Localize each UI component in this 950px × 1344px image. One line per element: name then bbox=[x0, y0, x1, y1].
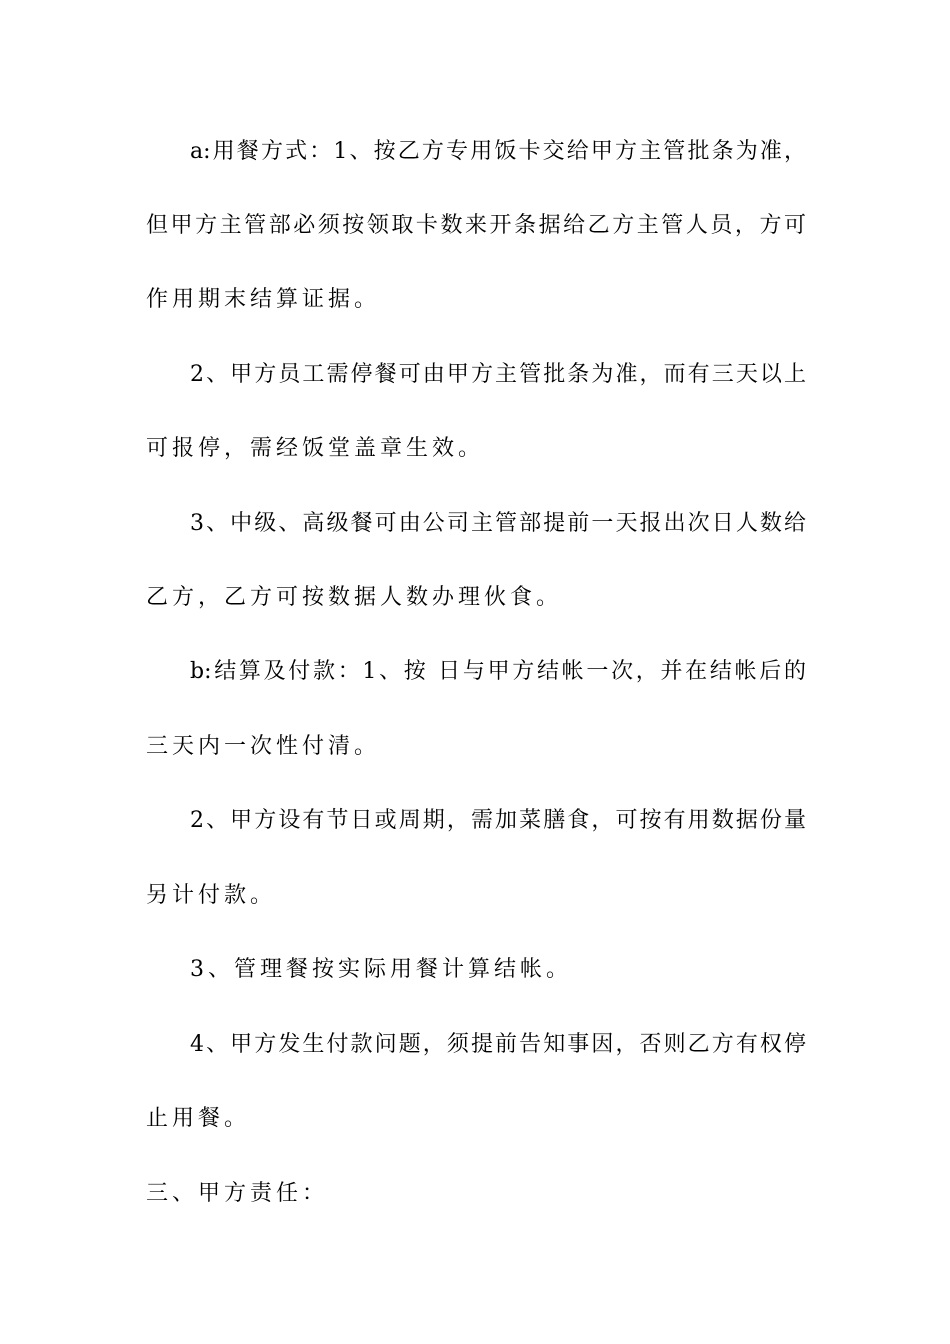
paragraph-b2-line-2: 另计付款。 bbox=[146, 883, 277, 908]
paragraph-3-line-2: 乙方，乙方可按数据人数办理伙食。 bbox=[146, 585, 563, 610]
paragraph-b-line-1: b:结算及付款：1、按 日与甲方结帐一次，并在结帐后的 bbox=[190, 659, 806, 684]
paragraph-b4-line-2: 止用餐。 bbox=[146, 1106, 251, 1131]
paragraph-a-line-2: 但甲方主管部必须按领取卡数来开条据给乙方主管人员，方可 bbox=[146, 213, 806, 238]
section-heading-party-a-responsibility: 三、甲方责任： bbox=[146, 1181, 329, 1206]
paragraph-2-line-2: 可报停，需经饭堂盖章生效。 bbox=[146, 436, 485, 461]
paragraph-b2-line-1: 2、甲方设有节日或周期，需加菜膳食，可按有用数据份量 bbox=[190, 808, 806, 833]
paragraph-a-line-3: 作用期末结算证据。 bbox=[146, 287, 381, 312]
paragraph-b-line-2: 三天内一次性付清。 bbox=[146, 734, 381, 759]
paragraph-3-line-1: 3、中级、高级餐可由公司主管部提前一天报出次日人数给 bbox=[190, 511, 806, 536]
paragraph-b4-line-1: 4、甲方发生付款问题，须提前告知事因，否则乙方有权停 bbox=[190, 1032, 806, 1057]
paragraph-a-line-1: a:用餐方式：1、按乙方专用饭卡交给甲方主管批条为准， bbox=[190, 139, 806, 164]
paragraph-b3-line-1: 3、管理餐按实际用餐计算结帐。 bbox=[190, 957, 572, 982]
paragraph-2-line-1: 2、甲方员工需停餐可由甲方主管批条为准，而有三天以上 bbox=[190, 362, 806, 387]
